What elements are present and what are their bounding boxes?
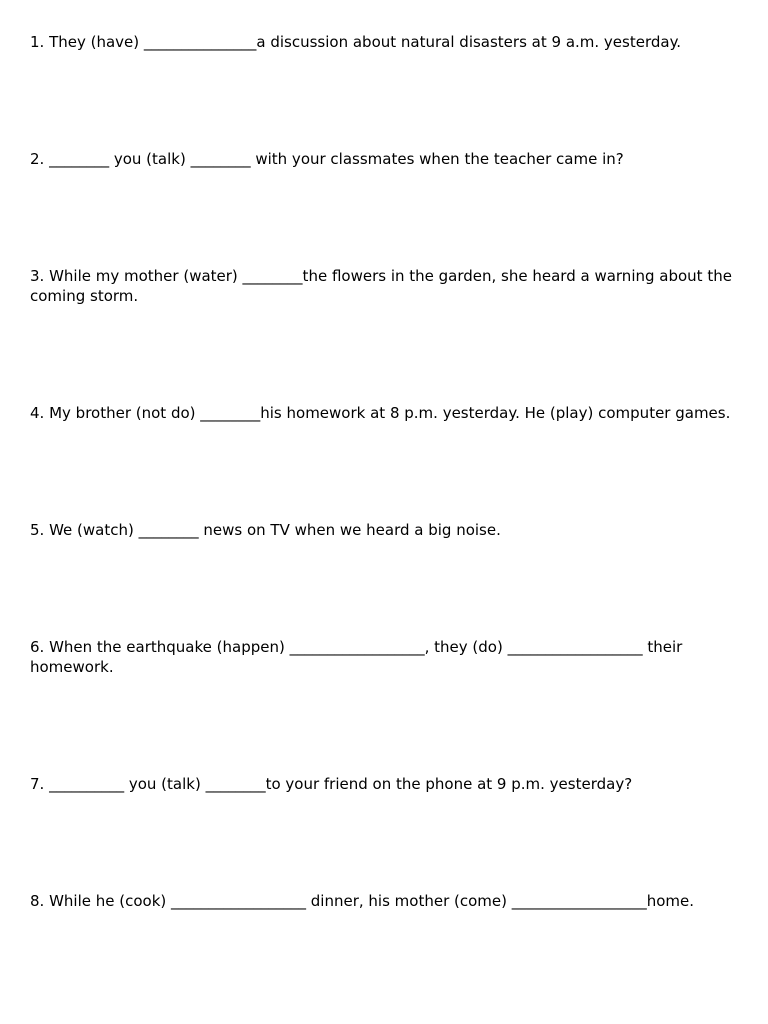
question-8: 8. While he (cook) __________________ dinner, his mother (come) __________________home.: [30, 892, 695, 910]
question-5: 5. We (watch) ________ news on TV when we heard a big noise.: [30, 521, 501, 539]
question-3: 3. While my mother (water) ________the flowers in the garden, she heard a warning about the coming storm.: [30, 267, 732, 305]
question-1: 1. They (have) _______________a discussion about natural disasters at 9 a.m. yesterday.: [30, 33, 682, 51]
question-2: 2. ________ you (talk) ________ with your classmates when the teacher came in?: [30, 150, 624, 168]
question-6: 6. When the earthquake (happen) __________________, they (do) __________________ their homework.: [30, 638, 683, 676]
question-7: 7. __________ you (talk) ________to your friend on the phone at 9 p.m. yesterday?: [30, 775, 633, 793]
question-4: 4. My brother (not do) ________his homework at 8 p.m. yesterday. He (play) computer games.: [30, 404, 731, 422]
